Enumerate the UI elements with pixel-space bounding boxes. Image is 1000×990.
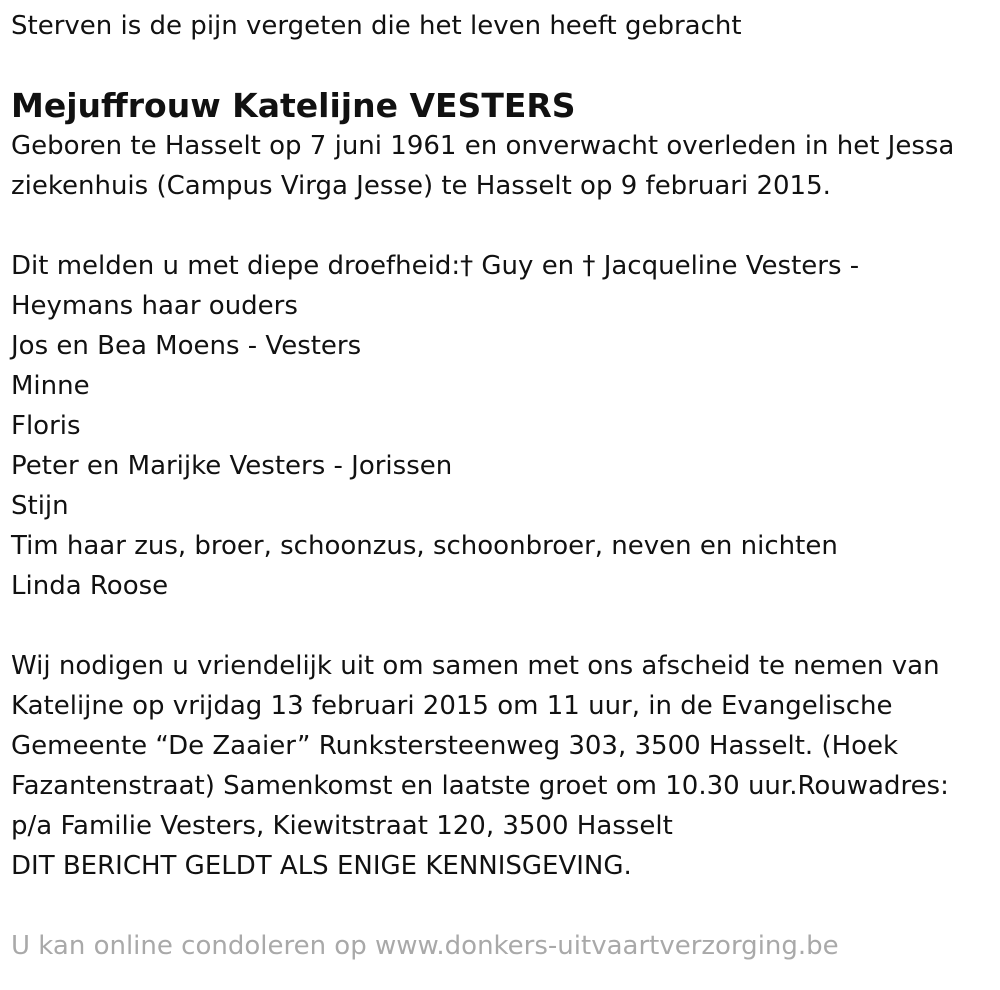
family-line-1: Dit melden u met diepe droefheid:† Guy en † Jacqueline Vesters -: [11, 251, 860, 281]
obituary-notice: [11, 6, 991, 966]
family-list: [11, 246, 991, 606]
ceremony-line-6: DIT BERICHT GELDT ALS ENIGE KENNISGEVING.: [11, 851, 632, 881]
paragraph-gap: [11, 606, 991, 646]
page-title: Mejuffrouw Katelijne VESTERS: [11, 86, 576, 125]
ceremony-line-2: Katelijne op vrijdag 13 februari 2015 om 11 uur, in de Evangelische: [11, 691, 893, 721]
family-line-5: Floris: [11, 411, 81, 441]
family-line-6: Peter en Marijke Vesters - Jorissen: [11, 451, 453, 481]
family-line-4: Minne: [11, 371, 90, 401]
paragraph-gap: [11, 206, 991, 246]
birth-line-1: Geboren te Hasselt op 7 juni 1961 en onverwacht overleden in het Jessa: [11, 131, 955, 161]
family-line-7: Stijn: [11, 491, 69, 521]
family-line-2: Heymans haar ouders: [11, 291, 298, 321]
ceremony-line-5: p/a Familie Vesters, Kiewitstraat 120, 3500 Hasselt: [11, 811, 673, 841]
ceremony-line-1: Wij nodigen u vriendelijk uit om samen met ons afscheid te nemen van: [11, 651, 940, 681]
ceremony-line-3: Gemeente “De Zaaier” Runkstersteenweg 303, 3500 Hasselt. (Hoek: [11, 731, 899, 761]
condolence-footer: U kan online condoleren op www.donkers-uitvaartverzorging.be: [11, 931, 839, 961]
paragraph-gap: [11, 886, 991, 926]
birth-line-2: ziekenhuis (Campus Virga Jesse) te Hasselt op 9 februari 2015.: [11, 171, 831, 201]
ceremony-paragraph: [11, 646, 991, 886]
family-line-3: Jos en Bea Moens - Vesters: [11, 331, 362, 361]
family-line-8: Tim haar zus, broer, schoonzus, schoonbroer, neven en nichten: [11, 531, 838, 561]
ceremony-line-4: Fazantenstraat) Samenkomst en laatste groet om 10.30 uur.Rouwadres:: [11, 771, 949, 801]
birth-death-paragraph: [11, 126, 991, 206]
family-line-9: Linda Roose: [11, 571, 169, 601]
opening-quote: Sterven is de pijn vergeten die het leven heeft gebracht: [11, 11, 742, 41]
